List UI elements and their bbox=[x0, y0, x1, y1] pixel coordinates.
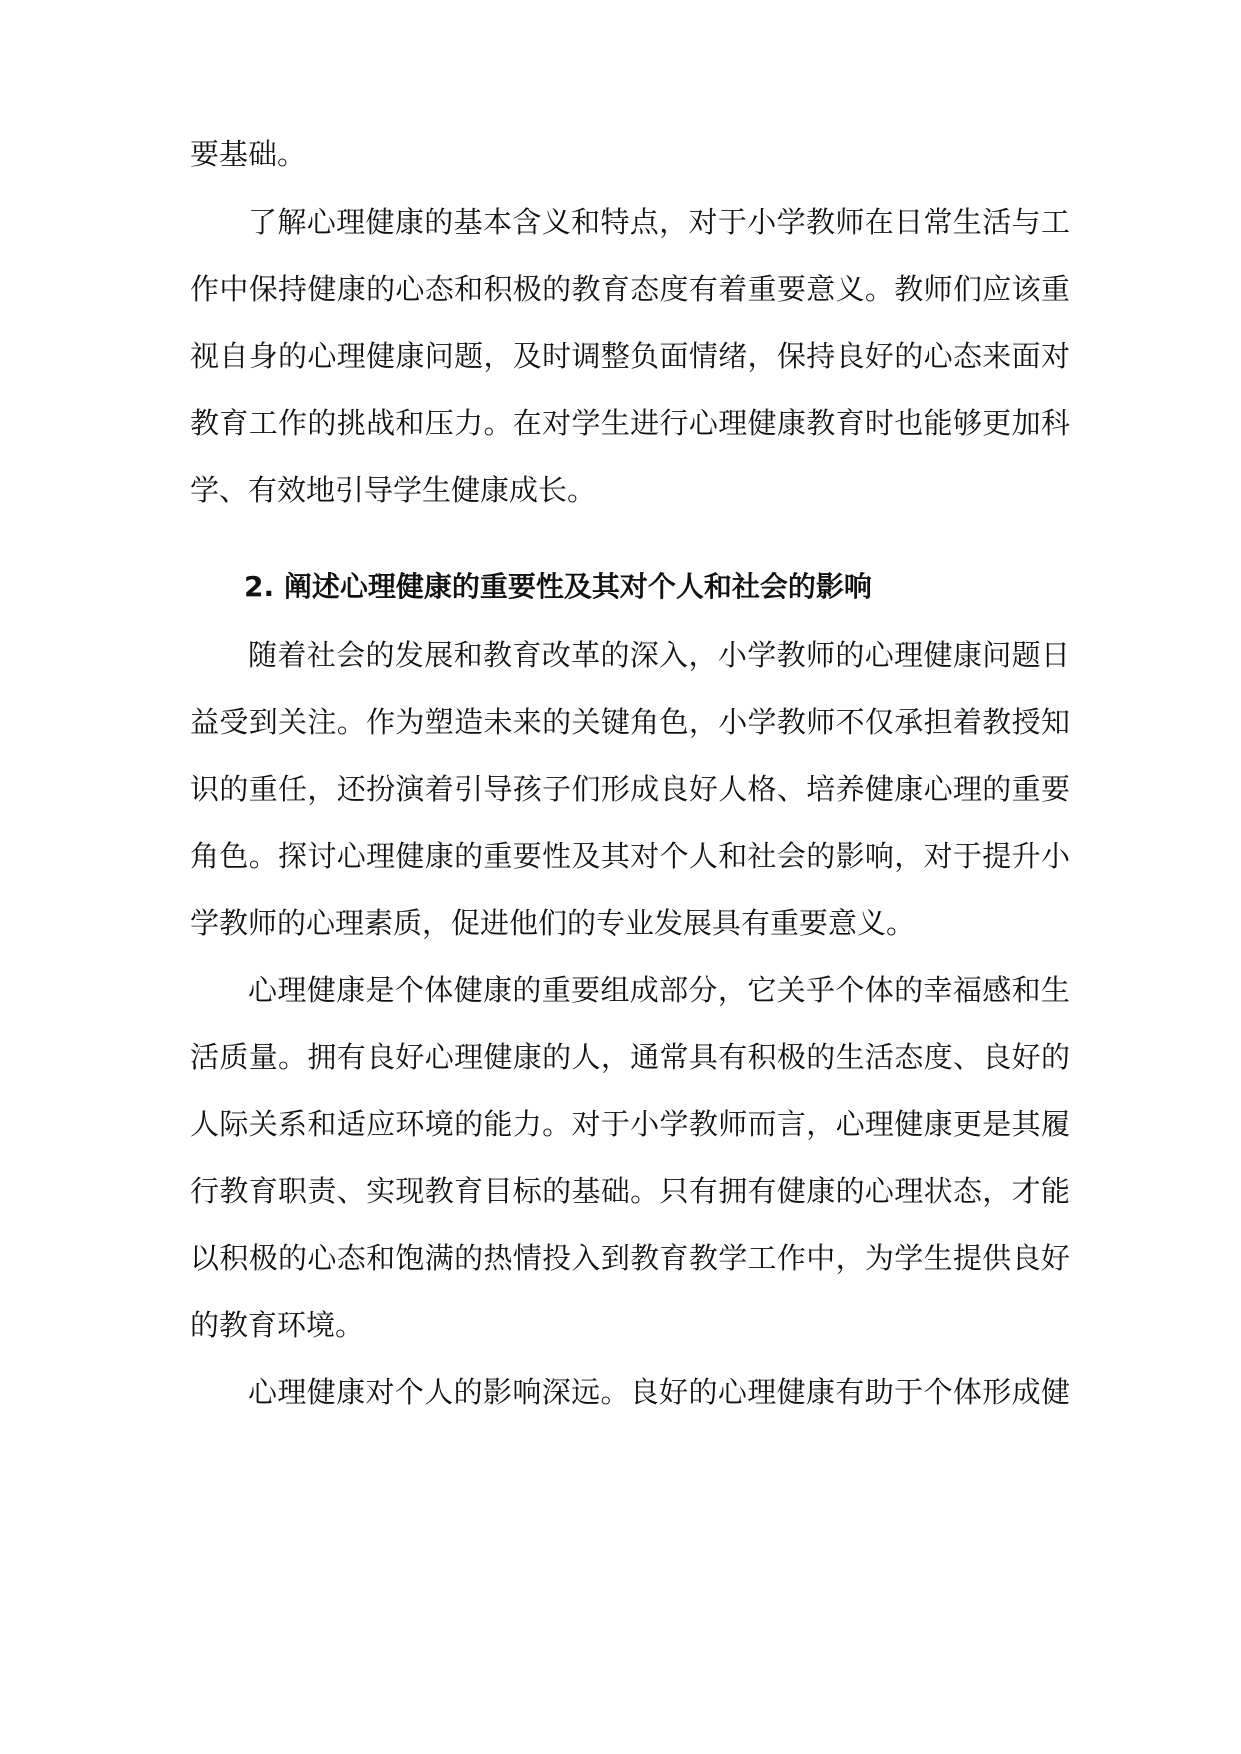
text-line: 学、有效地引导学生健康成长。 bbox=[190, 473, 597, 507]
text-line: 的教育环境。 bbox=[190, 1308, 365, 1342]
text-line: 识的重任，还扮演着引导孩子们形成良好人格、培养健康心理的重要 bbox=[190, 772, 1070, 806]
text-line: 学教师的心理素质，促进他们的专业发展具有重要意义。 bbox=[190, 906, 916, 940]
text-line: 人际关系和适应环境的能力。对于小学教师而言，心理健康更是其履 bbox=[190, 1107, 1070, 1141]
text-line: 视自身的心理健康问题，及时调整负面情绪，保持良好的心态来面对 bbox=[190, 339, 1070, 373]
text-line: 益受到关注。作为塑造未来的关键角色，小学教师不仅承担着教授知 bbox=[190, 705, 1070, 739]
text-line: 要基础。 bbox=[190, 137, 307, 171]
section-heading: 2. 阐述心理健康的重要性及其对个人和社会的影响 bbox=[244, 570, 872, 603]
text-line: 随着社会的发展和教育改革的深入，小学教师的心理健康问题日 bbox=[248, 638, 1070, 672]
text-line: 作中保持健康的心态和积极的教育态度有着重要意义。教师们应该重 bbox=[190, 272, 1070, 306]
text-line: 教育工作的挑战和压力。在对学生进行心理健康教育时也能够更加科 bbox=[190, 406, 1070, 440]
text-line: 心理健康对个人的影响深远。良好的心理健康有助于个体形成健 bbox=[248, 1375, 1070, 1409]
text-line: 以积极的心态和饱满的热情投入到教育教学工作中，为学生提供良好 bbox=[190, 1241, 1070, 1275]
text-line: 角色。探讨心理健康的重要性及其对个人和社会的影响，对于提升小 bbox=[190, 839, 1070, 873]
text-line: 行教育职责、实现教育目标的基础。只有拥有健康的心理状态，才能 bbox=[190, 1174, 1070, 1208]
text-line: 了解心理健康的基本含义和特点，对于小学教师在日常生活与工 bbox=[248, 205, 1070, 239]
text-line: 活质量。拥有良好心理健康的人，通常具有积极的生活态度、良好的 bbox=[190, 1040, 1070, 1074]
text-line: 心理健康是个体健康的重要组成部分，它关乎个体的幸福感和生 bbox=[248, 973, 1070, 1007]
